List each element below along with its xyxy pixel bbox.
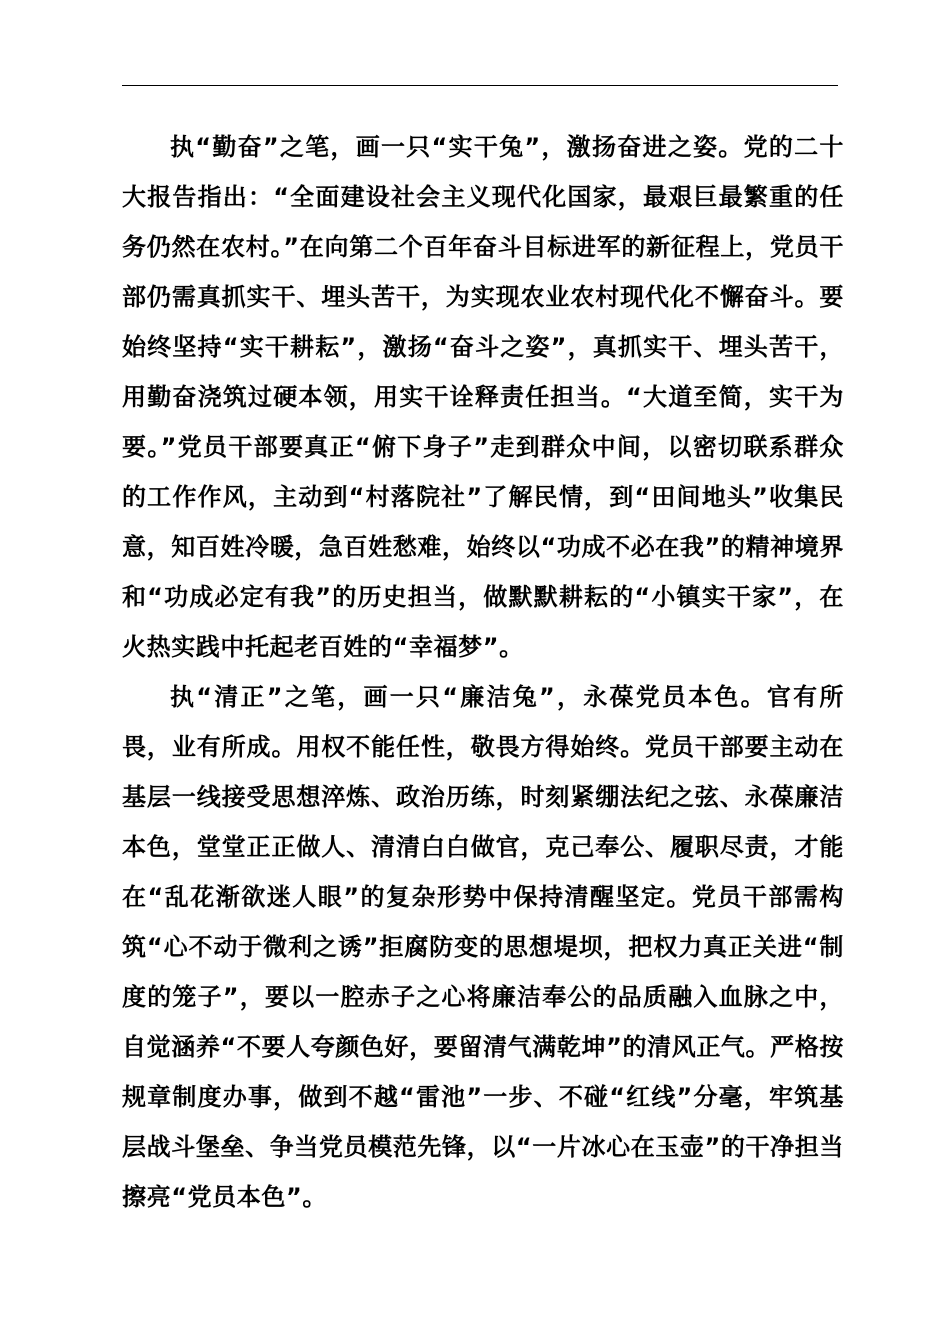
document-body — [122, 122, 844, 1222]
header-rule — [122, 85, 838, 86]
paragraph-integrity: 执“清正”之笔，画一只“廉洁兔”，永葆党员本色。官有所畏，业有所成。用权不能任性，敬畏方得始终。党员干部要主动在基层一线接受思想淬炼、政治历练，时刻紧绷法纪之弦、永葆廉洁本色，堂堂正正做人、清清白白做官，克己奉公、履职尽责，才能在“乱花渐欲迷人眼”的复杂形势中保持清醒坚定。党员干部需构筑“心不动于微利之诱”拒腐防变的思想堤坝，把权力真正关进“制度的笼子”，要以一腔赤子之心将廉洁奉公的品质融入血脉之中，自觉涵养“不要人夸颜色好，要留清气满乾坤”的清风正气。严格按规章制度办事，做到不越“雷池”一步、不碰“红线”分毫，牢筑基层战斗堡垒、争当党员模范先锋，以“一片冰心在玉壶”的干净担当擦亮“党员本色”。 — [122, 683, 844, 1211]
paragraph-diligence: 执“勤奋”之笔，画一只“实干兔”，激扬奋进之姿。党的二十大报告指出：“全面建设社会主义现代化国家，最艰巨最繁重的任务仍然在农村。”在向第二个百年奋斗目标进军的新征程上，党员干部仍需真抓实干、埋头苦干，为实现农业农村现代化不懈奋斗。要始终坚持“实干耕耘”，激扬“奋斗之姿”，真抓实干、埋头苦干，用勤奋浇筑过硬本领，用实干诠释责任担当。“大道至简，实干为要。”党员干部要真正“俯下身子”走到群众中间，以密切联系群众的工作作风，主动到“村落院社”了解民情，到“田间地头”收集民意，知百姓冷暖，急百姓愁难，始终以“功成不必在我”的精神境界和“功成必定有我”的历史担当，做默默耕耘的“小镇实干家”，在火热实践中托起老百姓的“幸福梦”。 — [122, 133, 844, 661]
